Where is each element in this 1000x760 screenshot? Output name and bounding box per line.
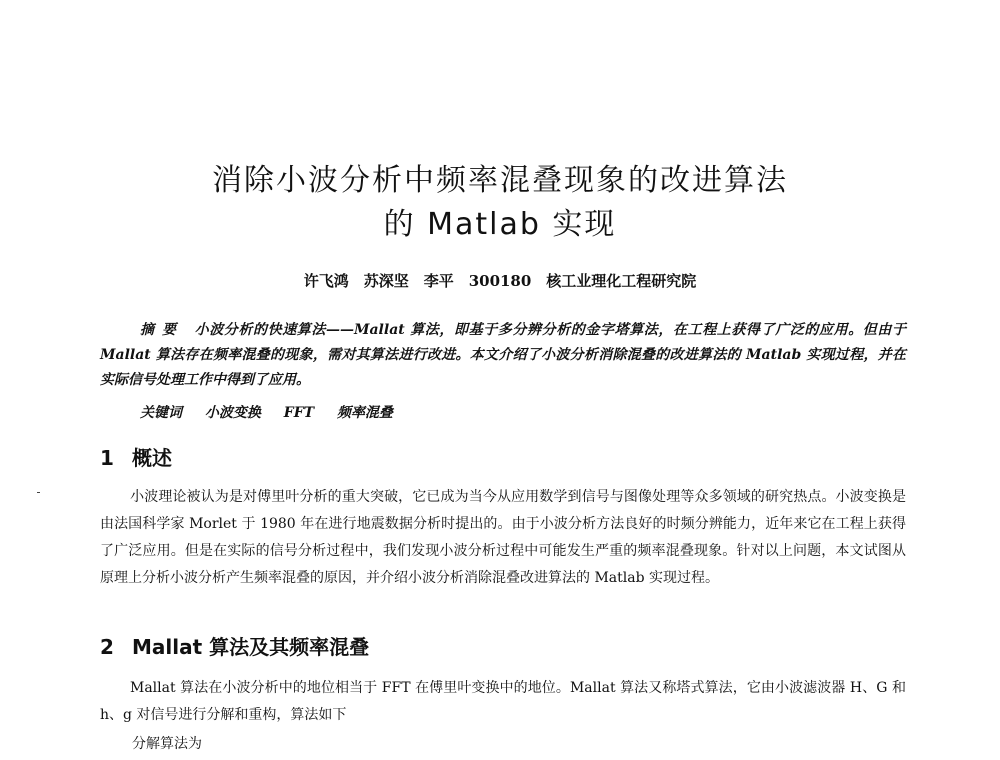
section-title: Mallat 算法及其频率混叠: [132, 635, 370, 659]
keyword-item: 小波变换: [204, 405, 261, 421]
decomposition-label: 分解算法为: [132, 736, 202, 752]
section-number: 1: [100, 446, 114, 470]
section-2-paragraph: [100, 675, 906, 729]
paragraph-text: Mallat 算法在小波分析中的地位相当于 FFT 在傅里叶变换中的地位。Mallat 算法又称塔式算法，它由小波滤波器 H、G 和 h、g 对信号进行分解和重构，算法如下: [100, 680, 906, 723]
keywords-label: 关键词: [140, 405, 182, 421]
section-1-paragraph: [100, 484, 906, 592]
section-title: 概述: [132, 446, 172, 470]
section-heading-1: [100, 442, 172, 471]
paper-title-line-2: 的 Matlab 实现: [383, 207, 617, 242]
abstract-label: 摘要: [140, 322, 184, 338]
keyword-item: FFT: [283, 405, 315, 421]
abstract-text: 小波分析的快速算法——Mallat 算法，即基于多分辨分析的金字塔算法，在工程上获得了广泛的应用。但由于 Mallat 算法存在频率混叠的现象，需对其算法进行改进。本文介绍了小波分析消除混叠的改进算法的 Matlab 实现过程，并在实际信号处理工作中得到了应用。: [100, 322, 906, 388]
abstract-block: [100, 318, 906, 393]
keywords-line: [140, 402, 411, 422]
paragraph-text: 小波理论被认为是对傅里叶分析的重大突破，它已成为当今从应用数学到信号与图像处理等众多领域的研究热点。小波变换是由法国科学家 Morlet 于 1980 年在进行地震数据分析时提出的。由于小波分析方法良好的时频分辨能力，近年来它在工程上获得了广泛应用。但是在实际的信号分析过程中，我们发现小波分析过程中可能发生严重的频率混叠现象。针对以上问题，本文试图从原理上分析小波分析产生频率混叠的原因，并介绍小波分析消除混叠改进算法的 Matlab 实现过程。: [100, 489, 906, 586]
section-number: 2: [100, 635, 114, 659]
paper-title-line-1: 消除小波分析中频率混叠现象的改进算法: [212, 163, 788, 198]
keyword-item: 频率混叠: [336, 405, 393, 421]
scan-mark: [37, 492, 40, 493]
author-affiliation-line: 许飞鸿 苏深坚 李平 300180 核工业理化工程研究院: [303, 272, 697, 290]
section-heading-2: [100, 631, 369, 660]
